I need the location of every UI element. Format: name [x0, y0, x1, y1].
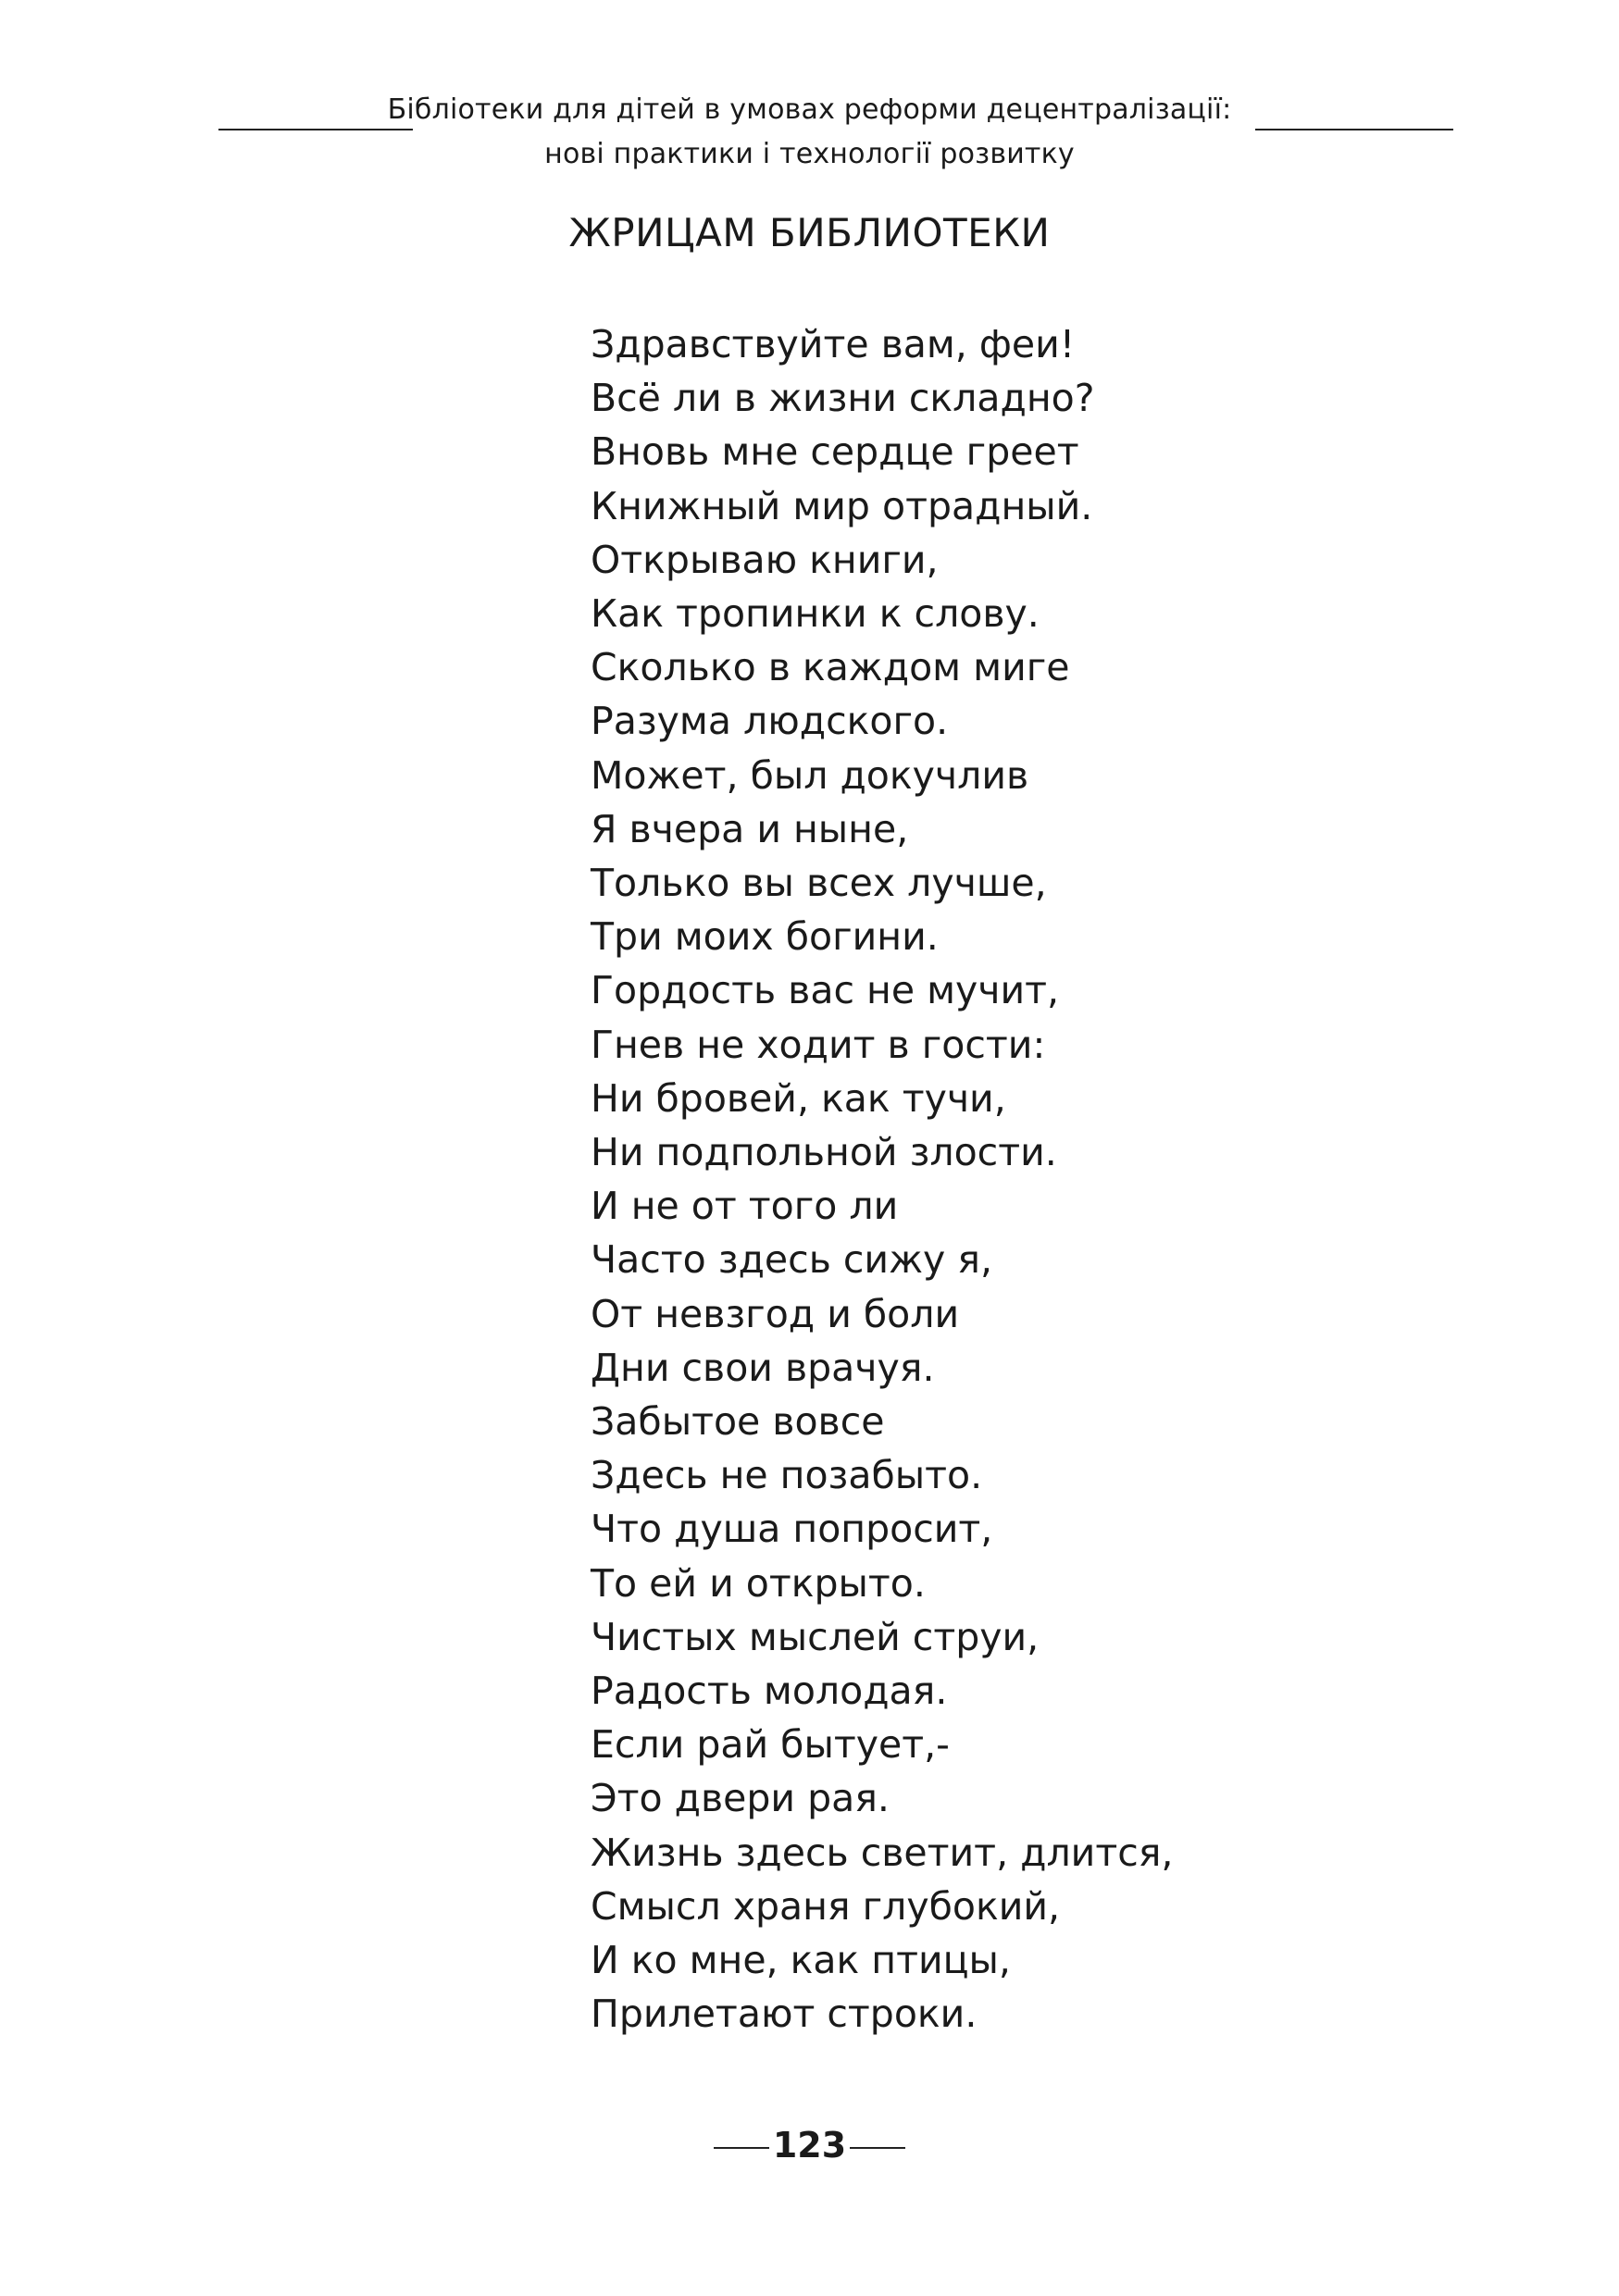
poem-line: Только вы всех лучше, — [591, 861, 1047, 906]
poem-line: Ни бровей, как тучи, — [591, 1075, 1006, 1121]
poem-line: Дни свои врачуя. — [591, 1345, 935, 1390]
poem-line: Книжный мир отрадный. — [591, 483, 1093, 528]
poem-line: То ей и открыто. — [591, 1560, 926, 1606]
poem-line: Смысл храня глубокий, — [591, 1883, 1061, 1929]
poem-line: Радость молодая. — [591, 1669, 948, 1714]
poem-line: Что душа попросит, — [591, 1507, 993, 1552]
poem-line: Это двери рая. — [591, 1776, 890, 1821]
poem-line: Жизнь здесь светит, длится, — [591, 1830, 1174, 1875]
poem-line: Часто здесь сижу я, — [591, 1237, 993, 1283]
poem-body — [591, 317, 1173, 2042]
poem-line: Чистых мыслей струи, — [591, 1614, 1040, 1659]
poem-line: От невзгод и боли — [591, 1291, 960, 1336]
poem-line: Может, был докучлив — [591, 752, 1029, 798]
poem-line: И не от того ли — [591, 1184, 899, 1229]
poem-line: Ни подпольной злости. — [591, 1130, 1057, 1175]
poem-line: Гордость вас не мучит, — [591, 968, 1060, 1013]
poem-line: И ко мне, как птицы, — [591, 1938, 1011, 1983]
poem-title: ЖРИЦАМ БИБЛИОТЕКИ — [568, 210, 1051, 255]
page-number-dash-left — [714, 2147, 769, 2149]
poem-line: Три моих богини. — [591, 914, 939, 960]
poem-line: Здесь не позабыто. — [591, 1453, 983, 1498]
poem-line: Вновь мне сердце греет — [591, 429, 1079, 475]
poem-line: Прилетают строки. — [591, 1992, 978, 2037]
header-line-1: Бібліотеки для дітей в умовах реформи децентралізації: — [387, 93, 1232, 126]
poem-line: Гнев не ходит в гости: — [591, 1022, 1046, 1067]
header-rule-left — [218, 129, 413, 130]
poem-line: Как тропинки к слову. — [591, 591, 1040, 637]
header-line-2: нові практики і технології розвитку — [544, 138, 1075, 170]
poem-line: Здравствуйте вам, феи! — [591, 322, 1076, 366]
poem-line: Я вчера и ныне, — [591, 806, 909, 851]
poem-line: Открываю книги, — [591, 537, 939, 582]
header-line-1-row — [0, 88, 1619, 132]
poem-line: Разума людского. — [591, 699, 949, 744]
poem-line: Сколько в каждом миге — [591, 645, 1070, 690]
page-number-dash-right — [850, 2147, 905, 2149]
running-header — [0, 88, 1619, 177]
page-number: 123 — [772, 2125, 847, 2166]
poem-line: Всё ли в жизни складно? — [591, 376, 1095, 421]
poem-line: Забытое вовсе — [591, 1399, 885, 1445]
header-rule-right — [1255, 129, 1453, 130]
poem-line: Если рай бытует,- — [591, 1722, 950, 1768]
page-number-block — [0, 2117, 1619, 2173]
